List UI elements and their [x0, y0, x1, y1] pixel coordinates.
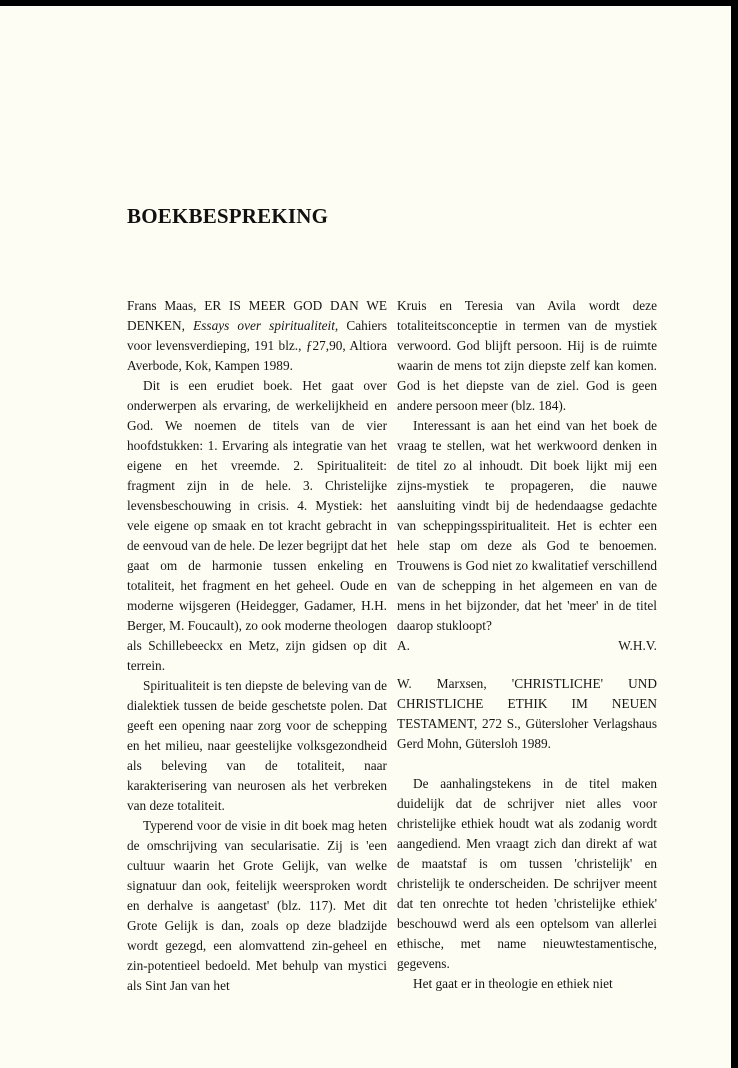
review-paragraph: Het gaat er in theologie en ethiek niet: [413, 976, 613, 991]
left-column: [127, 296, 387, 996]
review-paragraph: Typerend voor de visie in dit boek mag heten de omschrijving van secularisatie. Zij is 'een cultuur waarin het Grote Gelijk, van welke signatuur dan ook, feitelijk weersproken wordt en derhalve is aangetast' (blz. 117). Met dit Grote Gelijk is dan, zoals op deze bladzijde wordt gezegd, een alomvattend zin-geheel en zin-potentieel bedoeld. Met behulp van mystici als Sint Jan van het: [127, 818, 387, 993]
citation-author-title: Frans Maas, ER IS MEER GOD DAN WE DENKEN,: [127, 298, 387, 333]
book-citation-maas: [127, 296, 387, 376]
review-signature: [397, 636, 657, 656]
review-paragraph: Interessant is aan het eind van het boek de vraag te stellen, wat het werkwoord denken in de titel zo al inhoudt. Dit boek lijkt mij een zijns-mystiek te propageren, die nauwe aansluiting vindt bij de hedendaagse gedachte van scheppingsspiritualiteit. Het is echter een hele stap om deze als God te benoemen. Trouwens is God niet zo kwalitatief verschillend van de schepping in het algemeen en van de mens in het bijzonder, dat het 'meer' in de titel daarop stukloopt?: [397, 418, 657, 633]
review-paragraph: De aanhalingstekens in de titel maken duidelijk dat de schrijver niet alles voor christelijke ethiek houdt wat als zodanig wordt aangediend. Men vraagt zich dan direkt af wat de maatstaf is om tussen 'christelijk' en christelijk te onderscheiden. De schrijver meent dat ten onrechte tot heden 'christelijke ethiek' beschouwd werd als een optelsom van allerlei ethische, met name nieuwtestamentische, gegevens.: [397, 776, 657, 971]
book-citation-marxsen: W. Marxsen, 'CHRISTLICHE' UND CHRISTLICHE ETHIK IM NEUEN TESTAMENT, 272 S., Gütersloher Verlagshaus Gerd Mohn, Gütersloh 1989.: [397, 676, 657, 751]
signature-author: W.H.V.: [618, 638, 657, 653]
page-heading: BOEKBESPREKING: [127, 204, 329, 228]
citation-details: Cahiers voor levensverdieping, 191 blz., ƒ27,90, Altiora Averbode, Kok, Kampen 1989.: [127, 318, 387, 373]
citation-subtitle: Essays over spiritualiteit,: [193, 318, 339, 333]
review-paragraph-continued: Kruis en Teresia van Avila wordt deze totaliteitsconceptie in termen van de mystiek verwoord. God blijft persoon. Hij is de ruimte waarin de mens tot zijn diepste zelf kan komen. God is het diepste van de ziel. God is geen andere persoon meer (blz. 184).: [397, 298, 657, 413]
review-paragraph: Spiritualiteit is ten diepste de beleving van de dialektiek tussen de beide geschetste polen. Dat geeft een opening naar zorg voor de schepping en het milieu, naar geestelijke volksgezondheid als beleving van de totaliteit, naar karakterisering van neurosen als het verbreken van deze totaliteit.: [127, 678, 387, 813]
page: [0, 6, 731, 1068]
right-column: [397, 296, 657, 994]
review-paragraph: Dit is een erudiet boek. Het gaat over onderwerpen als ervaring, de werkelijkheid en God. We noemen de titels van de vier hoofdstukken: 1. Ervaring als integratie van het eigene en het vreemde. 2. Spiritualiteit: fragment zijn in de hele. 3. Christelijke levensbeschouwing in crisis. 4. Mystiek: het vele eigene op smaak en tot kracht gebracht in de eenvoud van de hele. De lezer begrijpt dat het gaat om de harmonie tussen enkeling en totaliteit, het fragment en het geheel. Oude en moderne wijsgeren (Heidegger, Gadamer, H.H. Berger, M. Foucault), zo ook moderne theologen als Schillebeeckx en Metz, zijn gidsen op dit terrein.: [127, 378, 387, 673]
signature-initial: A.: [397, 638, 410, 653]
